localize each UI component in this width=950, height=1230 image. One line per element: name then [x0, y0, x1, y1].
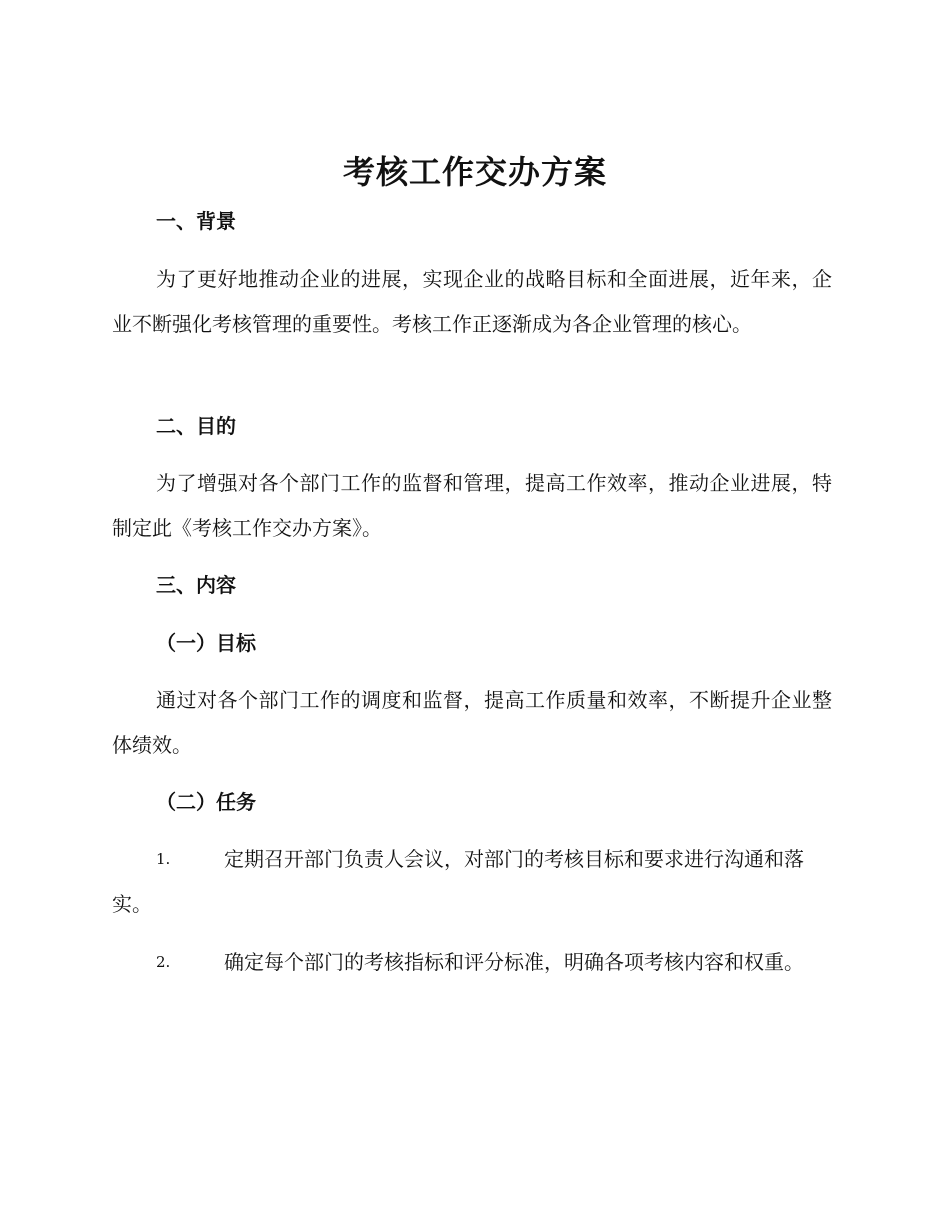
document-title: 考核工作交办方案	[342, 153, 607, 191]
goal-paragraph: 通过对各个部门工作的调度和监督，提高工作质量和效率，不断提升企业整体绩效。	[112, 688, 832, 757]
list-item	[112, 940, 832, 985]
section-heading-content: 三、内容	[156, 573, 236, 597]
subsection-heading-tasks: （二）任务	[156, 790, 256, 814]
list-item-number: 1.	[156, 850, 171, 868]
subsection-heading-goal: （一）目标	[156, 631, 256, 655]
section-heading-background: 一、背景	[156, 209, 236, 233]
section-heading-purpose: 二、目的	[156, 414, 236, 438]
list-item	[112, 837, 832, 927]
list-item-text: 定期召开部门负责人会议，对部门的考核目标和要求进行沟通和落实。	[112, 847, 804, 916]
list-item-text: 确定每个部门的考核指标和评分标准，明确各项考核内容和权重。	[224, 950, 804, 974]
purpose-paragraph: 为了增强对各个部门工作的监督和管理，提高工作效率，推动企业进展，特制定此《考核工作交办方案》。	[112, 471, 832, 540]
background-paragraph: 为了更好地推动企业的进展，实现企业的战略目标和全面进展，近年来，企业不断强化考核管理的重要性。考核工作正逐渐成为各企业管理的核心。	[112, 267, 832, 336]
list-item-number: 2.	[156, 953, 171, 971]
